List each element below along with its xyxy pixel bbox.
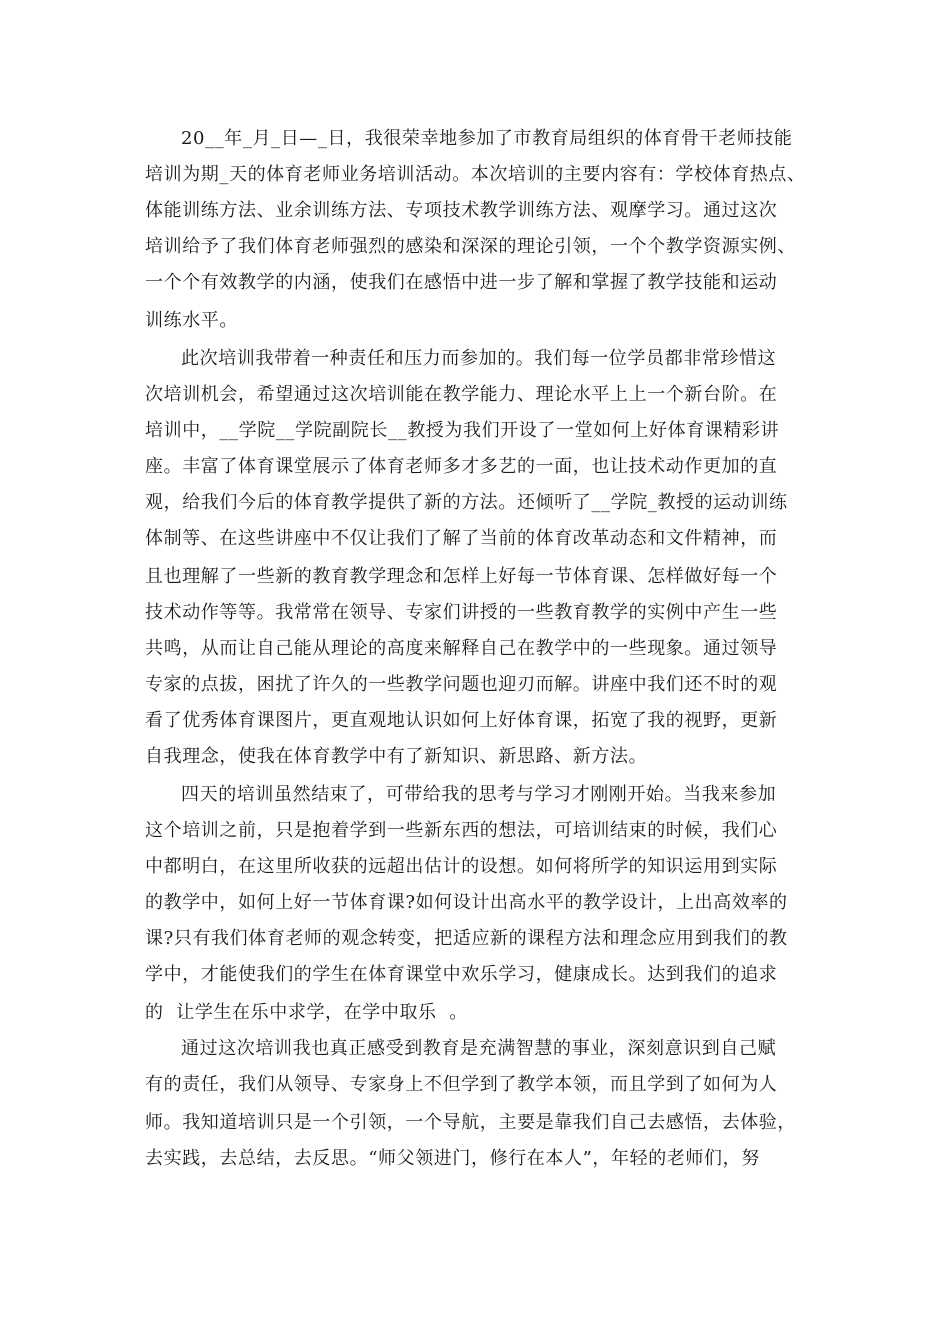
paragraph-2-line-9: 共鸣，从而让自己能从理论的高度来解释自己在教学中的一些现象。通过领导 [145,638,778,659]
paragraph-3-line-3: 中都明白，在这里所收获的远超出估计的设想。如何将所学的知识运用到实际 [145,856,778,877]
paragraph-1-line-1: 20__年_月_日—_日，我很荣幸地参加了市教育局组织的体育骨干老师技能 [181,128,793,149]
paragraph-2-line-12: 自我理念，使我在体育教学中有了新知识、新思路、新方法。 [145,746,648,767]
paragraph-2-line-4: 座。丰富了体育课堂展示了体育老师多才多艺的一面，也让技术动作更加的直 [145,456,778,477]
paragraph-2-line-2: 次培训机会，希望通过这次培训能在教学能力、理论水平上上一个新台阶。在 [145,384,778,405]
paragraph-1-line-5: 一个个有效教学的内涵，使我们在感悟中进一步了解和掌握了教学技能和运动 [145,272,778,293]
paragraph-4-line-2: 有的责任，我们从领导、专家身上不但学到了教学本领，而且学到了如何为人 [145,1074,778,1095]
paragraph-3-line-7: 的 让学生在乐中求学，在学中取乐 。 [145,1002,468,1023]
paragraph-2-line-3: 培训中，__学院__学院副院长__教授为我们开设了一堂如何上好体育课精彩讲 [145,420,780,441]
paragraph-1-line-3: 体能训练方法、业余训练方法、专项技术教学训练方法、观摩学习。通过这次 [145,200,778,221]
paragraph-2-line-1: 此次培训我带着一种责任和压力而参加的。我们每一位学员都非常珍惜这 [181,348,777,369]
paragraph-1-line-2: 培训为期_天的体育老师业务培训活动。本次培训的主要内容有：学校体育热点、 [145,164,806,185]
paragraph-4-line-4: 去实践，去总结，去反思。“师父领进门，修行在本人”，年轻的老师们，努 [145,1148,760,1169]
paragraph-2-line-10: 专家的点拔，困扰了许久的一些教学问题也迎刃而解。讲座中我们还不时的观 [145,674,778,695]
paragraph-1-line-6: 训练水平。 [145,310,238,331]
paragraph-2-line-6: 体制等、在这些讲座中不仅让我们了解了当前的体育改革动态和文件精神，而 [145,528,778,549]
paragraph-3-line-5: 课?只有我们体育老师的观念转变，把适应新的课程方法和理念应用到我们的教 [145,928,788,949]
paragraph-3-line-6: 学中，才能使我们的学生在体育课堂中欢乐学习，健康成长。达到我们的追求 [145,964,778,985]
paragraph-3-line-2: 这个培训之前，只是抱着学到一些新东西的想法，可培训结束的时候，我们心 [145,820,778,841]
paragraph-2-line-7: 且也理解了一些新的教育教学理念和怎样上好每一节体育课、怎样做好每一个 [145,566,778,587]
paragraph-4-line-3: 师。我知道培训只是一个引领，一个导航，主要是靠我们自己去感悟，去体验， [145,1112,796,1133]
paragraph-3-line-1: 四天的培训虽然结束了，可带给我的思考与学习才刚刚开始。当我来参加 [181,784,777,805]
paragraph-2-line-5: 观，给我们今后的体育教学提供了新的方法。还倾听了__学院_教授的运动训练 [145,492,788,513]
paragraph-4-line-1: 通过这次培训我也真正感受到教育是充满智慧的事业，深刻意识到自己赋 [181,1038,777,1059]
paragraph-2-line-8: 技术动作等等。我常常在领导、专家们讲授的一些教育教学的实例中产生一些 [145,602,778,623]
paragraph-1-line-4: 培训给予了我们体育老师强烈的感染和深深的理论引领，一个个教学资源实例、 [145,236,796,257]
paragraph-2-line-11: 看了优秀体育课图片，更直观地认识如何上好体育课，拓宽了我的视野，更新 [145,710,778,731]
paragraph-3-line-4: 的教学中，如何上好一节体育课?如何设计出高水平的教学设计，上出高效率的 [145,892,788,913]
